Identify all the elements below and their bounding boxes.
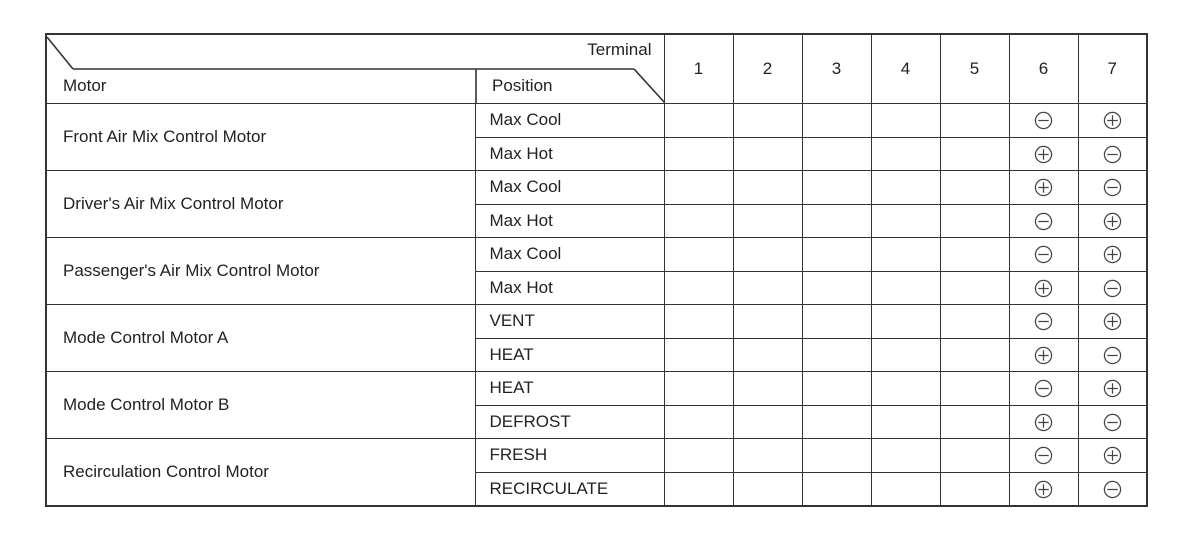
minus-circle-icon [1103,178,1122,197]
terminal-1-cell [664,171,733,205]
terminal-1-cell [664,104,733,138]
minus-circle-icon [1103,413,1122,432]
minus-circle-icon [1034,446,1053,465]
minus-circle-icon [1034,212,1053,231]
position-cell: Max Hot [475,271,664,305]
terminal-table-container [45,33,1146,507]
table-row [46,305,1147,339]
position-cell: HEAT [475,338,664,372]
terminal-header-1: 1 [664,34,733,104]
motor-terminal-table [45,33,1148,507]
terminal-6-cell [1009,472,1078,506]
corner-header-cell [46,34,664,104]
terminal-5-cell [940,271,1009,305]
terminal-1-cell [664,305,733,339]
terminal-6-cell [1009,338,1078,372]
table-row [46,171,1147,205]
terminal-4-cell [871,104,940,138]
position-cell: Max Hot [475,204,664,238]
terminal-2-cell [733,171,802,205]
terminal-3-cell [802,238,871,272]
minus-circle-icon [1103,346,1122,365]
terminal-4-cell [871,204,940,238]
terminal-1-cell [664,439,733,473]
header-row [46,34,1147,104]
minus-circle-icon [1034,111,1053,130]
terminal-7-cell [1078,305,1147,339]
terminal-5-cell [940,171,1009,205]
position-cell: Max Cool [475,104,664,138]
terminal-6-cell [1009,137,1078,171]
terminal-4-cell [871,238,940,272]
terminal-header-6: 6 [1009,34,1078,104]
terminal-label: Terminal [587,40,652,59]
terminal-2-cell [733,271,802,305]
terminal-2-cell [733,238,802,272]
terminal-1-cell [664,238,733,272]
terminal-7-cell [1078,137,1147,171]
terminal-5-cell [940,439,1009,473]
terminal-3-cell [802,439,871,473]
terminal-7-cell [1078,439,1147,473]
terminal-header-7: 7 [1078,34,1147,104]
terminal-6-cell [1009,104,1078,138]
diagonal-divider [47,35,665,103]
position-cell: FRESH [475,439,664,473]
terminal-3-cell [802,372,871,406]
position-cell: Max Hot [475,137,664,171]
terminal-4-cell [871,405,940,439]
terminal-7-cell [1078,171,1147,205]
terminal-6-cell [1009,372,1078,406]
table-row [46,238,1147,272]
terminal-2-cell [733,104,802,138]
position-cell: DEFROST [475,405,664,439]
minus-circle-icon [1103,480,1122,499]
plus-circle-icon [1103,312,1122,331]
table-body [46,104,1147,506]
table-row [46,439,1147,473]
terminal-5-cell [940,238,1009,272]
terminal-5-cell [940,204,1009,238]
terminal-5-cell [940,305,1009,339]
terminal-5-cell [940,338,1009,372]
minus-circle-icon [1103,279,1122,298]
plus-circle-icon [1034,178,1053,197]
terminal-7-cell [1078,372,1147,406]
terminal-2-cell [733,372,802,406]
motor-name-cell: Recirculation Control Motor [46,439,475,506]
terminal-1-cell [664,405,733,439]
terminal-7-cell [1078,104,1147,138]
terminal-5-cell [940,372,1009,406]
terminal-4-cell [871,137,940,171]
terminal-3-cell [802,104,871,138]
motor-name-cell: Mode Control Motor A [46,305,475,372]
position-cell: RECIRCULATE [475,472,664,506]
terminal-7-cell [1078,472,1147,506]
plus-circle-icon [1034,279,1053,298]
plus-circle-icon [1103,245,1122,264]
terminal-header-3: 3 [802,34,871,104]
terminal-2-cell [733,338,802,372]
motor-label: Motor [63,76,107,95]
terminal-header-4: 4 [871,34,940,104]
plus-circle-icon [1103,212,1122,231]
terminal-1-cell [664,271,733,305]
motor-name-cell: Mode Control Motor B [46,372,475,439]
terminal-2-cell [733,405,802,439]
plus-circle-icon [1034,413,1053,432]
terminal-7-cell [1078,338,1147,372]
terminal-2-cell [733,439,802,473]
position-label: Position [492,76,553,95]
terminal-5-cell [940,104,1009,138]
terminal-6-cell [1009,271,1078,305]
terminal-7-cell [1078,204,1147,238]
terminal-3-cell [802,305,871,339]
plus-circle-icon [1034,346,1053,365]
terminal-2-cell [733,305,802,339]
terminal-1-cell [664,338,733,372]
terminal-3-cell [802,405,871,439]
terminal-1-cell [664,204,733,238]
minus-circle-icon [1034,312,1053,331]
terminal-1-cell [664,137,733,171]
terminal-header-2: 2 [733,34,802,104]
terminal-4-cell [871,338,940,372]
motor-name-cell: Passenger's Air Mix Control Motor [46,238,475,305]
terminal-5-cell [940,137,1009,171]
table-row [46,372,1147,406]
plus-circle-icon [1103,379,1122,398]
table-row [46,104,1147,138]
minus-circle-icon [1034,379,1053,398]
minus-circle-icon [1103,145,1122,164]
terminal-3-cell [802,171,871,205]
terminal-7-cell [1078,238,1147,272]
terminal-6-cell [1009,204,1078,238]
terminal-3-cell [802,271,871,305]
position-cell: HEAT [475,372,664,406]
terminal-5-cell [940,405,1009,439]
terminal-3-cell [802,204,871,238]
minus-circle-icon [1034,245,1053,264]
position-cell: Max Cool [475,171,664,205]
terminal-2-cell [733,204,802,238]
plus-circle-icon [1034,480,1053,499]
terminal-7-cell [1078,405,1147,439]
plus-circle-icon [1103,446,1122,465]
terminal-6-cell [1009,171,1078,205]
terminal-6-cell [1009,305,1078,339]
terminal-4-cell [871,305,940,339]
terminal-6-cell [1009,405,1078,439]
terminal-3-cell [802,472,871,506]
terminal-4-cell [871,472,940,506]
terminal-4-cell [871,439,940,473]
terminal-1-cell [664,372,733,406]
plus-circle-icon [1034,145,1053,164]
terminal-2-cell [733,137,802,171]
terminal-6-cell [1009,439,1078,473]
terminal-5-cell [940,472,1009,506]
terminal-2-cell [733,472,802,506]
terminal-1-cell [664,472,733,506]
terminal-4-cell [871,171,940,205]
terminal-3-cell [802,137,871,171]
motor-name-cell: Front Air Mix Control Motor [46,104,475,171]
terminal-4-cell [871,372,940,406]
position-cell: VENT [475,305,664,339]
terminal-7-cell [1078,271,1147,305]
plus-circle-icon [1103,111,1122,130]
terminal-3-cell [802,338,871,372]
terminal-6-cell [1009,238,1078,272]
terminal-4-cell [871,271,940,305]
terminal-header-5: 5 [940,34,1009,104]
position-cell: Max Cool [475,238,664,272]
motor-name-cell: Driver's Air Mix Control Motor [46,171,475,238]
